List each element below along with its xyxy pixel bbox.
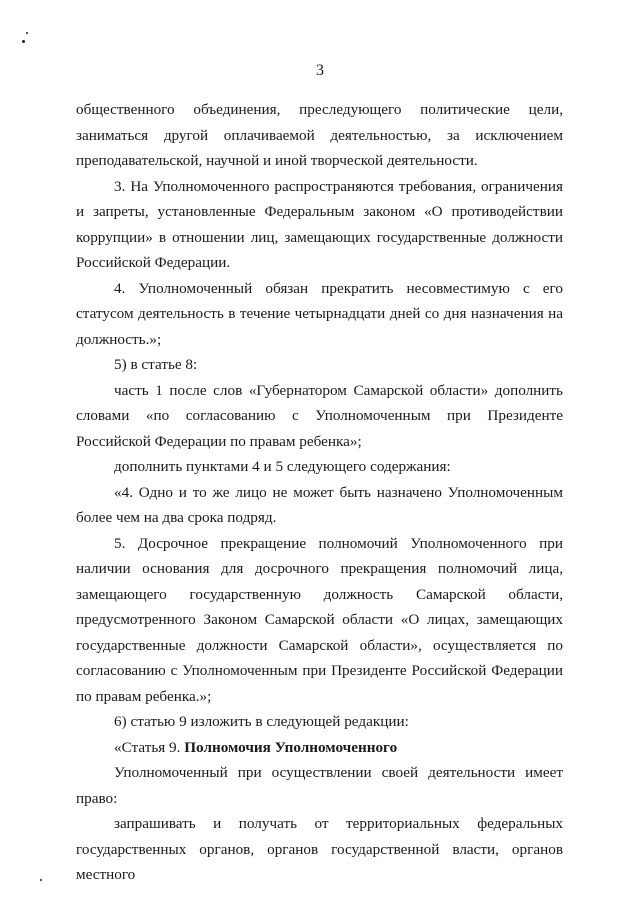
article-heading — [76, 735, 563, 761]
paragraph: «4. Одно и то же лицо не может быть назначено Уполномоченным более чем на два срока подряд. — [76, 483, 563, 526]
scan-mark — [40, 879, 42, 881]
closing-paragraph-list — [76, 760, 563, 888]
paragraph: государственных органов, органов государственной власти, органов местного — [76, 840, 563, 883]
document-body — [76, 97, 563, 888]
paragraph: 3. На Уполномоченного распространяются требования, ограничения и запреты, установленные Федеральным законом «О противодействии коррупции» в отношении лиц, замещающих государственные должности Российской Федерации. — [76, 177, 563, 271]
article-heading-title: Полномочия Уполномоченного — [184, 738, 398, 756]
scan-mark — [26, 32, 28, 34]
paragraph: дополнить пунктами 4 и 5 следующего содержания: — [114, 458, 451, 475]
paragraph: часть 1 после слов «Губернатором Самарской области» дополнить словами «по согласованию с Уполномоченным при Президенте Российской Федерации по правам ребенка»; — [76, 381, 563, 450]
paragraph: Уполномоченный при осуществлении своей деятельности имеет право: — [76, 764, 563, 807]
article-heading-prefix: «Статья 9. — [114, 738, 181, 756]
paragraph-list — [76, 97, 563, 735]
page-number: 3 — [316, 62, 324, 79]
paragraph: 4. Уполномоченный обязан прекратить несовместимую с его статусом деятельность в течение четырнадцати дней со дня назначения на должность.»; — [76, 279, 563, 348]
paragraph: 5. Досрочное прекращение полномочий Уполномоченного при наличии основания для досрочного прекращения полномочий лица, замещающего государственную должность Самарской области, предусмотренного Законом Самарской области «О лицах, замещающих государственные должности Самарской области», осуществляется по согласованию с Уполномоченным при Президенте Российской Федерации по правам ребенка.»; — [76, 534, 563, 705]
paragraph: общественного объединения, преследующего политические цели, заниматься другой оплачиваемой деятельностью, за исключением преподавательской, научной и иной творческой деятельности. — [76, 101, 563, 169]
paragraph: 5) в статье 8: — [114, 356, 198, 373]
paragraph: 6) статью 9 изложить в следующей редакции: — [114, 713, 409, 730]
paragraph: запрашивать и получать от территориальных федеральных — [114, 815, 563, 832]
scan-mark — [22, 40, 25, 43]
